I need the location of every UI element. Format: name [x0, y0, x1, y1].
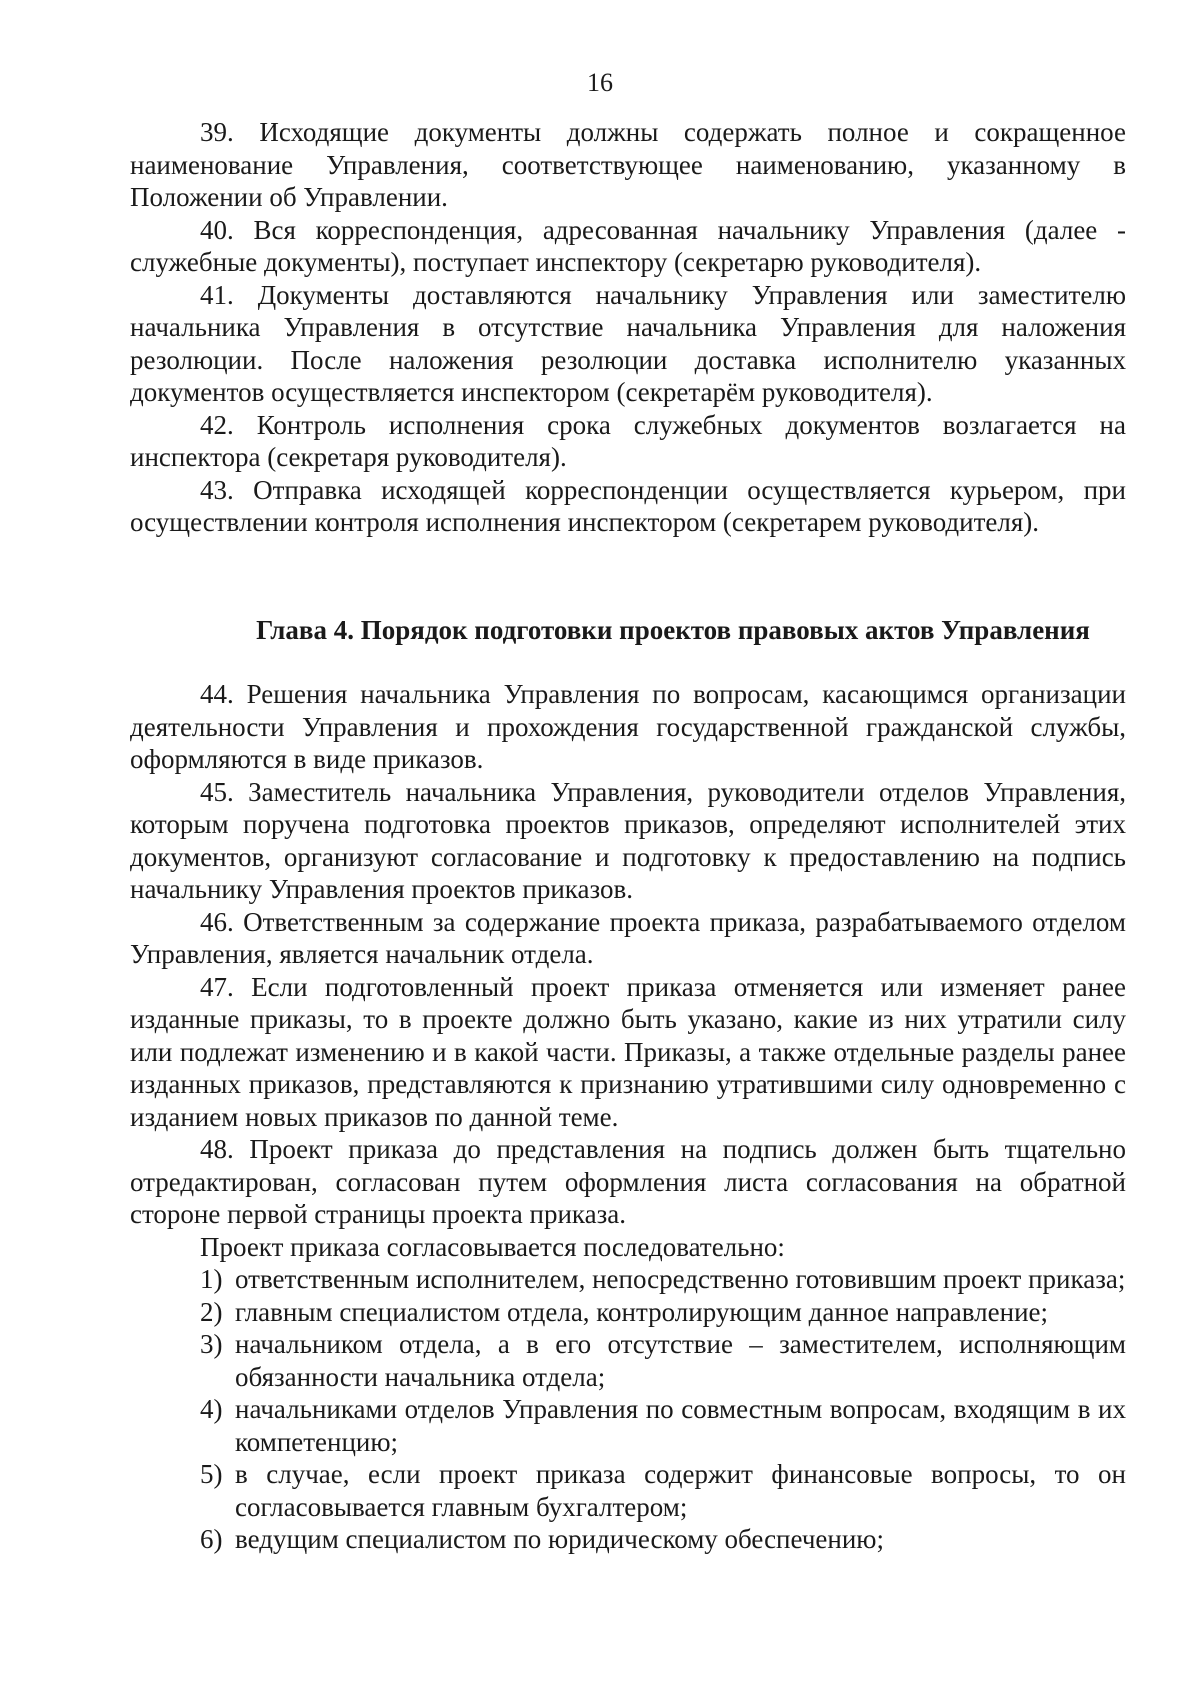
page-number: 16: [587, 68, 613, 97]
paragraph-47: 47. Если подготовленный проект приказа отменяется или изменяет ранее изданные приказы, то в проекте должно быть указано, какие из них утратили силу или подлежат изменению и в какой части. Приказы, а также отдельные разделы ранее изданных приказов, представляются к признанию утратившими силу одновременно с изданием новых приказов по данной теме.: [130, 971, 1126, 1132]
paragraph-46: 46. Ответственным за содержание проекта приказа, разрабатываемого отделом Управления, является начальник отдела.: [130, 906, 1126, 969]
paragraph-39: 39. Исходящие документы должны содержать полное и сокращенное наименование Управления, соответствующее наименованию, указанному в Положении об Управлении.: [130, 117, 1126, 212]
list-item-number: 6): [200, 1524, 223, 1554]
list-item-text: ведущим специалистом по юридическому обеспечению;: [235, 1524, 884, 1554]
paragraph-45: 45. Заместитель начальника Управления, руководители отделов Управления, которым поручена подготовка проектов приказов, определяют исполнителей этих документов, организуют согласование и подготовку к предоставлению на подпись начальнику Управления проектов приказов.: [130, 776, 1126, 904]
list-item-number: 2): [200, 1296, 223, 1327]
paragraph-43: 43. Отправка исходящей корреспонденции осуществляется курьером, при осуществлении контроля исполнения инспектором (секретарем руководителя).: [130, 474, 1126, 537]
section-paragraphs-39-43: [130, 116, 1126, 539]
list-item-number: 3): [200, 1329, 223, 1359]
list-item-text: в случае, если проект приказа содержит финансовые вопросы, то он согласовывается главным бухгалтером;: [235, 1459, 1126, 1522]
paragraph-48: 48. Проект приказа до представления на подпись должен быть тщательно отредактирован, согласован путем оформления листа согласования на обратной стороне первой страницы проекта приказа.: [130, 1134, 1126, 1229]
paragraph-40: 40. Вся корреспонденция, адресованная начальнику Управления (далее - служебные документы), поступает инспектору (секретарю руководителя).: [130, 214, 1126, 277]
section-paragraphs-44-48: [130, 678, 1126, 1556]
paragraph-42: 42. Контроль исполнения срока служебных документов возлагается на инспектора (секретаря руководителя).: [130, 409, 1126, 472]
list-item: [130, 1458, 1126, 1523]
list-item-text: начальниками отделов Управления по совместным вопросам, входящим в их компетенцию;: [235, 1394, 1126, 1457]
list-item-text: главным специалистом отдела, контролирующим данное направление;: [235, 1296, 1049, 1327]
list-item: [130, 1328, 1126, 1393]
paragraph-44: 44. Решения начальника Управления по вопросам, касающимся организации деятельности Управления и прохождения государственной гражданской службы, оформляются в виде приказов.: [130, 679, 1126, 774]
list-item: [130, 1296, 1126, 1329]
list-item-number: 4): [200, 1394, 223, 1424]
list-item: [130, 1263, 1126, 1296]
list-item: [130, 1523, 1126, 1556]
list-item-text: начальником отдела, а в его отсутствие – заместителем, исполняющим обязанности начальника отдела;: [235, 1329, 1126, 1392]
approval-intro: Проект приказа согласовывается последовательно:: [200, 1231, 785, 1262]
paragraph-41: 41. Документы доставляются начальнику Управления или заместителю начальника Управления в отсутствие начальника Управления для наложения резолюции. После наложения резолюции доставка исполнителю указанных документов осуществляется инспектором (секретарём руководителя).: [130, 279, 1126, 407]
list-item-text: ответственным исполнителем, непосредственно готовившим проект приказа;: [235, 1264, 1126, 1294]
list-item: [130, 1393, 1126, 1458]
chapter-heading: Глава 4. Порядок подготовки проектов правовых актов Управления: [256, 615, 1090, 645]
approval-list: [130, 1263, 1126, 1556]
list-item-number: 5): [200, 1459, 223, 1489]
list-item-number: 1): [200, 1264, 223, 1294]
